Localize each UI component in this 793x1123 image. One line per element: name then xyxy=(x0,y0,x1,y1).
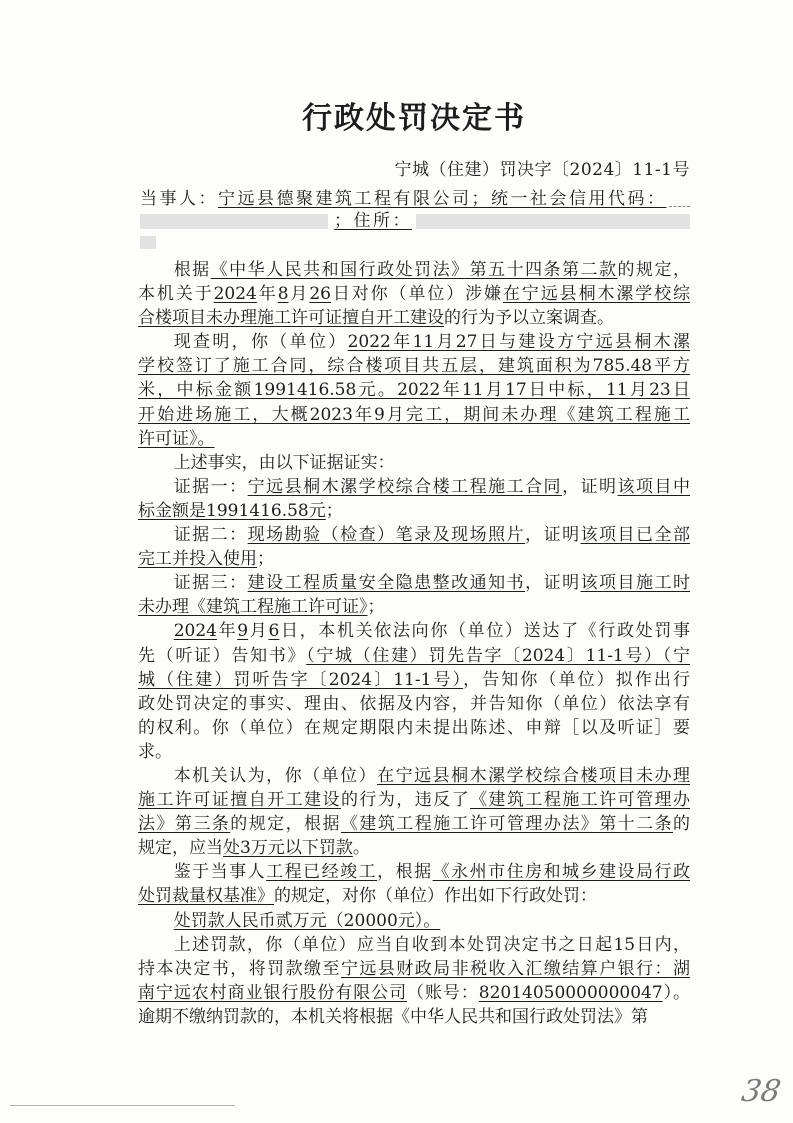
text-line xyxy=(138,836,690,860)
text-run: 规定，应当 xyxy=(138,838,223,859)
text-run: 求。 xyxy=(138,741,172,762)
text-run: 上述事实，由以下证据证实： xyxy=(173,452,395,473)
text-line xyxy=(138,909,690,933)
paragraph xyxy=(138,523,690,571)
text-run: 月 xyxy=(248,621,269,642)
party-line-address-continued xyxy=(140,232,690,254)
text-line xyxy=(138,258,690,282)
document-title: 行政处罚决定书 xyxy=(302,101,526,136)
filled-field: 法》第三条 xyxy=(138,814,231,835)
filled-field: 6 xyxy=(268,621,280,642)
text-run: ，证明 xyxy=(525,525,581,546)
paragraph xyxy=(138,764,690,860)
redaction-box xyxy=(416,214,690,229)
footer-rule xyxy=(10,1105,235,1106)
text-line xyxy=(138,957,690,981)
text-run: 上述罚款，你（单位）应当自收到本处罚决定书之日起15日内， xyxy=(173,934,690,955)
text-run: 证据一： xyxy=(173,476,248,497)
text-run: 年 xyxy=(256,284,278,305)
text-line xyxy=(138,740,690,764)
text-line xyxy=(138,716,690,740)
filled-field: 完工并投入使用 xyxy=(138,549,257,570)
text-run: 逾期不缴纳罚款的，本机关将根据《中华人民共和国行政处罚法》第 xyxy=(138,1006,648,1027)
redacted-credit-code-blank xyxy=(669,192,691,207)
text-line xyxy=(138,619,690,643)
filled-field: 《建筑工程施工许可管理办法》第十二条 xyxy=(340,814,674,835)
party-line-address xyxy=(140,211,690,233)
filled-field: 2022年11月27日与建设方宁远县桐木漯 xyxy=(347,332,690,353)
text-run: 的规定，对你（单位）作出如下行政处罚： xyxy=(274,886,597,907)
filled-field: 建设工程质量安全隐患整改通知书 xyxy=(247,573,526,594)
text-run: 的行为，违反了 xyxy=(340,790,471,811)
filled-field: （宁城（住建）罚先告字〔2024〕11-1号）（宁 xyxy=(306,645,690,666)
filled-field: 2024 xyxy=(213,284,257,305)
filled-field: 标金额是1991416.58元 xyxy=(138,500,326,521)
text-run: 本机关于 xyxy=(138,284,214,305)
paragraph xyxy=(138,258,690,330)
text-line xyxy=(138,981,690,1005)
text-run: ，证明 xyxy=(562,476,618,497)
filled-field: 该项目已全部 xyxy=(580,525,691,546)
filled-field: 现场勘验（检查）笔录及现场照片 xyxy=(247,525,526,546)
text-run: （账号： xyxy=(407,982,479,1003)
text-line xyxy=(138,788,690,812)
text-line xyxy=(138,354,690,378)
text-line xyxy=(138,475,690,499)
filled-field: 该项目施工时 xyxy=(580,573,691,594)
text-line xyxy=(138,764,690,788)
filled-field: 工程已经竣工 xyxy=(266,862,378,883)
paragraph xyxy=(138,451,690,475)
text-run: 证据二： xyxy=(173,525,248,546)
party-label: 当事人： xyxy=(140,189,218,209)
text-run: 日，本机关依法向你（单位）送达了《行政处罚事 xyxy=(279,621,691,642)
party-line-name xyxy=(140,189,690,211)
text-run: ； xyxy=(367,597,385,618)
text-line xyxy=(138,330,690,354)
filled-field: 开始进场施工，大概2023年9月完工，期间未办理《建筑工程施工 xyxy=(138,404,690,425)
text-line xyxy=(138,499,690,523)
filled-field: 宁远县桐木漯学校综合楼工程施工合同 xyxy=(247,476,563,497)
text-run: 根据 xyxy=(173,260,211,280)
text-line xyxy=(138,306,690,330)
filled-field: 在宁远县桐木漯学校综合楼项目未办理 xyxy=(377,765,691,786)
paragraph xyxy=(138,619,690,764)
text-run: 现查明，你（单位） xyxy=(173,332,348,353)
text-run: 本机关认为，你（单位） xyxy=(173,765,378,786)
text-line xyxy=(138,933,690,957)
text-line xyxy=(138,1005,690,1029)
filled-field: 宁远县财政局非税收入汇缴结算户银行：湖 xyxy=(340,958,691,979)
text-line xyxy=(138,451,690,475)
redaction-box xyxy=(140,236,156,249)
text-line xyxy=(138,523,690,547)
text-run: 年 xyxy=(216,621,238,642)
text-run: 的 xyxy=(673,814,691,835)
paragraph xyxy=(138,933,690,1029)
filled-field: 《中华人民共和国行政处罚法》第五十四条第二款 xyxy=(210,260,618,280)
text-line xyxy=(138,427,690,451)
text-run: 先（听证）告知书》 xyxy=(138,645,307,666)
redaction-box xyxy=(140,214,328,229)
text-line xyxy=(138,668,690,692)
text-line xyxy=(138,595,690,619)
party-address-label: ；住所： xyxy=(334,210,412,231)
filled-field: 南宁远农村商业银行股份有限公司 xyxy=(138,982,408,1003)
filled-field: 82014050000000047 xyxy=(478,982,663,1003)
text-run: 的规定， xyxy=(617,260,691,280)
filled-field: 处罚款人民币贰万元（20000元）。 xyxy=(173,910,441,931)
paragraph xyxy=(138,860,690,908)
text-line xyxy=(138,282,690,306)
filled-field: 处罚裁量权基准》 xyxy=(138,886,274,907)
filled-field: 《建筑工程施工许可管理办 xyxy=(470,790,691,811)
filled-field: 该项目中 xyxy=(617,476,691,497)
text-line xyxy=(138,547,690,571)
filled-field: 米，中标金额1991416.58元。2022年11月17日中标，11月23日 xyxy=(138,380,690,401)
filled-field: 8 xyxy=(277,284,289,305)
text-line xyxy=(138,378,690,402)
text-line xyxy=(138,692,690,716)
filled-field: 学校签订了施工合同，综合楼项目共五层，建筑面积为785.48平方 xyxy=(138,356,690,377)
text-run: ，证明 xyxy=(525,573,581,594)
text-line xyxy=(138,860,690,884)
paragraph xyxy=(138,571,690,619)
text-run: 政处罚决定的事实、理由、依据及内容，并告知你（单位）依法享有 xyxy=(138,693,690,714)
decision-body xyxy=(138,258,690,1029)
filled-field: 处3万元以下罚款 xyxy=(223,838,353,859)
text-line xyxy=(138,403,690,427)
text-line xyxy=(138,571,690,595)
text-run: ； xyxy=(257,549,274,570)
text-line xyxy=(138,644,690,668)
page-number: 38 xyxy=(739,1074,784,1109)
filled-field: 26 xyxy=(309,284,331,305)
text-run: ，告知你（单位）拟作出行 xyxy=(463,669,690,690)
filled-field: 《永州市住房和城乡建设局行政 xyxy=(432,862,691,883)
text-line xyxy=(138,884,690,908)
paragraph xyxy=(138,909,690,933)
text-run: 的权利。你（单位）在规定期限内未提出陈述、申辩［以及听证］要 xyxy=(138,717,690,738)
party-block xyxy=(140,189,690,254)
text-run: 鉴于当事人 xyxy=(173,862,267,883)
party-name-and-code: 宁远县德聚建筑工程有限公司；统一社会信用代码： xyxy=(218,189,667,209)
paragraph xyxy=(138,330,690,450)
text-run: ）。 xyxy=(662,982,691,1003)
text-run: 月 xyxy=(288,284,310,305)
text-run: 。 xyxy=(352,838,370,859)
paragraph xyxy=(138,475,690,523)
text-run: ； xyxy=(325,500,343,521)
filled-field: 未办理《建筑工程施工许可证》 xyxy=(138,597,368,618)
text-line xyxy=(138,812,690,836)
filled-field: 9 xyxy=(237,621,249,642)
text-run: ，根据 xyxy=(377,862,433,883)
filled-field: 合楼项目未办理施工许可证擅自开工建设 xyxy=(138,308,444,329)
document-number: 宁城（住建）罚决字〔2024〕11-1号 xyxy=(394,160,690,180)
filled-field: 2024 xyxy=(173,621,217,642)
filled-field: 在宁远县桐木漯学校综 xyxy=(502,284,691,305)
text-run: 持本决定书，将罚款缴至 xyxy=(138,958,341,979)
text-run: 的规定，根据 xyxy=(230,814,341,835)
filled-field: 城（住建）罚听告字〔2024〕11-1号） xyxy=(138,669,464,690)
filled-field: 许可证》。 xyxy=(138,428,215,449)
text-run: 日对你（单位）涉嫌 xyxy=(330,284,503,305)
filled-field: 施工许可证擅自开工建设 xyxy=(138,790,341,811)
text-run: 的行为予以立案调查。 xyxy=(444,308,614,329)
text-run: 证据三： xyxy=(173,573,248,594)
